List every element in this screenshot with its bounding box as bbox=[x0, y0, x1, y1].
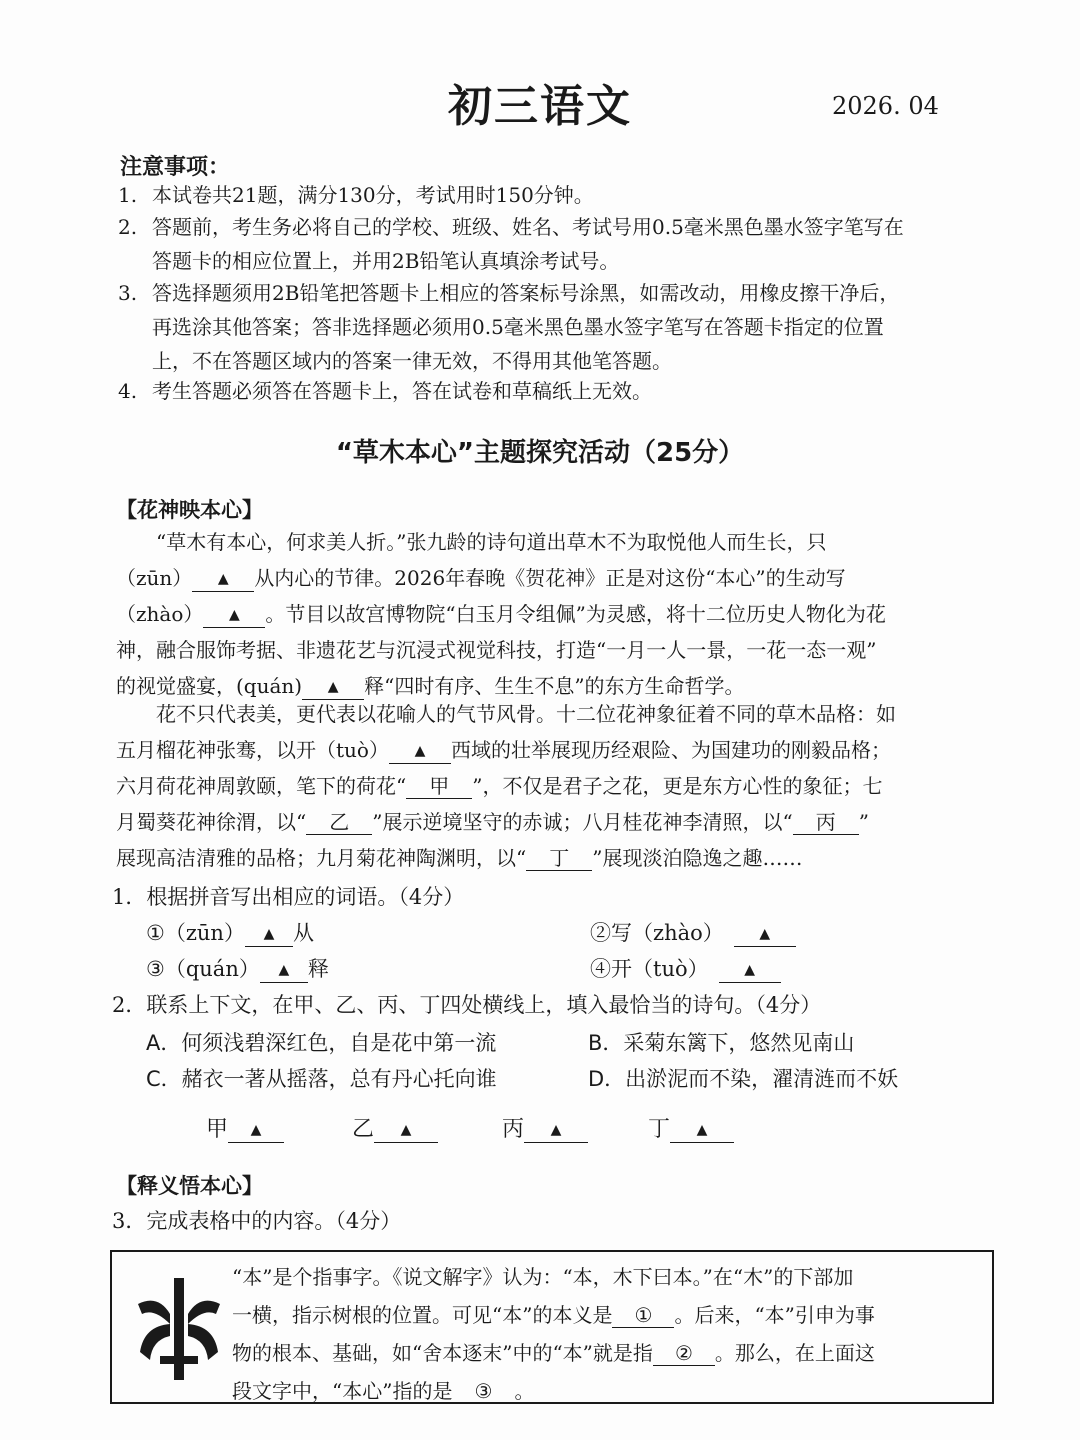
q1-answer-4 bbox=[590, 954, 781, 984]
passage-line bbox=[116, 732, 964, 768]
passage-line bbox=[116, 840, 964, 876]
q3-table-text bbox=[232, 1258, 988, 1410]
passage-line: 神，融合服饰考据、非遗花艺与沉浸式视觉科技，打造“一月一人一景，一花一态一观” bbox=[116, 638, 877, 662]
passage-text: 西域的壮举展现历经艰险、为国建功的刚毅品格； bbox=[450, 738, 891, 762]
q3-line bbox=[232, 1372, 988, 1410]
triangle-marker: ▲ bbox=[217, 571, 229, 587]
q3-text: 段文字中，“本心”指的是 bbox=[232, 1379, 453, 1403]
note-text: 答题卡的相应位置上，并用2B铅笔认真填涂考试号。 bbox=[152, 249, 620, 273]
q3-line bbox=[232, 1334, 988, 1372]
q1-answer-2 bbox=[590, 918, 796, 948]
note-text: 答选择题须用2B铅笔把答题卡上相应的答案标号涂黑，如需改动，用橡皮擦干净后， bbox=[152, 281, 900, 305]
question-1-stem: 1．根据拼音写出相应的词语。（4分） bbox=[112, 885, 465, 909]
q2-answer-yi bbox=[352, 1112, 438, 1143]
note-text: 答题前，考生务必将自己的学校、班级、姓名、考试号用0.5毫米黑色墨水签字笔写在 bbox=[152, 215, 904, 239]
passage-line bbox=[116, 768, 964, 804]
q1-tail: 释 bbox=[307, 957, 329, 981]
note-text: 考生答题必须答在答题卡上，答在试卷和草稿纸上无效。 bbox=[152, 379, 652, 403]
q2-option-a: A．何须浅碧深红色，自是花中第一流 bbox=[146, 1031, 497, 1055]
q1-label: ②写（zhào） bbox=[590, 921, 724, 945]
blank-tuo bbox=[389, 738, 451, 764]
passage-text: 从内心的节律。2026年春晚《贺花神》正是对这份“本心”的生动写 bbox=[254, 566, 846, 590]
pinyin-text: 的视觉盛宴，(quán) bbox=[116, 674, 303, 698]
passage-line bbox=[116, 560, 964, 596]
note-item bbox=[118, 210, 958, 278]
passage-line bbox=[116, 804, 964, 840]
pinyin-text: 五月榴花神张骞，以开（tuò） bbox=[116, 738, 389, 762]
triangle-marker: ▲ bbox=[414, 743, 426, 759]
oracle-ben-character-icon bbox=[130, 1274, 226, 1384]
note-number: 3. bbox=[118, 281, 138, 305]
q2-answer-jia bbox=[206, 1112, 284, 1143]
q2-answer-label: 甲 bbox=[206, 1117, 229, 1142]
triangle-marker: ▲ bbox=[744, 962, 755, 978]
q3-line: “本”是个指事字。《说文解字》认为：“本，木下曰本。”在“木”的下部加 bbox=[232, 1265, 854, 1289]
blank-zhao bbox=[203, 602, 265, 628]
passage-line bbox=[116, 596, 964, 632]
triangle-marker: ▲ bbox=[229, 607, 240, 623]
part1-heading: 【花神映本心】 bbox=[116, 498, 263, 522]
blank-ding: 丁 bbox=[526, 846, 592, 871]
passage-text: ”展示逆境坚守的赤诚；八月桂花神李清照，以“ bbox=[372, 810, 793, 834]
triangle-marker: ▲ bbox=[400, 1122, 412, 1138]
note-number: 1. bbox=[118, 183, 138, 207]
passage-text: 。节目以故宫博物院“白玉月令组佩”为灵感，将十二位历史人物化为花 bbox=[265, 602, 886, 626]
q2-option-c: C．赭衣一著从摇落，总有丹心托向谁 bbox=[146, 1067, 497, 1091]
notes-heading: 注意事项： bbox=[120, 155, 231, 180]
passage-line: 花不只代表美，更代表以花喻人的气节风骨。十二位花神象征着不同的草木品格：如 bbox=[156, 702, 896, 726]
question-3-stem: 3．完成表格中的内容。（4分） bbox=[112, 1209, 402, 1233]
triangle-marker: ▲ bbox=[278, 962, 290, 978]
q1-blank-4[interactable] bbox=[719, 957, 781, 983]
q2-blank-jia[interactable] bbox=[228, 1118, 284, 1143]
q2-blank-ding[interactable] bbox=[670, 1118, 734, 1143]
q1-answer-3 bbox=[146, 954, 329, 984]
passage-text: 月蜀葵花神徐渭，以“ bbox=[116, 810, 307, 834]
pinyin-text: （zhào） bbox=[116, 602, 204, 626]
q1-tail: 从 bbox=[292, 921, 314, 945]
blank-yi: 乙 bbox=[306, 810, 372, 835]
q2-answer-ding bbox=[648, 1112, 734, 1143]
q1-blank-1[interactable] bbox=[245, 921, 293, 947]
passage-text: ” bbox=[858, 810, 869, 834]
exam-title: 初三语文 bbox=[448, 81, 632, 132]
q2-blank-yi[interactable] bbox=[374, 1118, 438, 1143]
q2-answer-label: 丙 bbox=[502, 1117, 525, 1142]
passage-text: ”展现淡泊隐逸之趣…… bbox=[592, 846, 803, 870]
triangle-marker: ▲ bbox=[696, 1122, 708, 1138]
question-2-stem: 2．联系上下文，在甲、乙、丙、丁四处横线上，填入最恰当的诗句。（4分） bbox=[112, 993, 822, 1017]
q1-label: ③（quán） bbox=[146, 957, 260, 981]
passage-paragraph-2 bbox=[116, 696, 964, 876]
note-text: 本试卷共21题，满分130分，考试用时150分钟。 bbox=[152, 183, 594, 207]
exam-date: 2026. 04 bbox=[832, 92, 939, 120]
q2-option-b: B．采菊东篱下，悠然见南山 bbox=[588, 1031, 855, 1055]
note-number: 4. bbox=[118, 379, 138, 403]
passage-text: 释“四时有序、生生不息”的东方生命哲学。 bbox=[364, 674, 745, 698]
q3-line bbox=[232, 1296, 988, 1334]
blank-bing: 丙 bbox=[793, 810, 859, 835]
blank-jia: 甲 bbox=[406, 774, 472, 799]
pinyin-text: （zūn） bbox=[116, 566, 193, 590]
q2-option-d: D．出淤泥而不染，濯清涟而不妖 bbox=[588, 1067, 899, 1091]
q3-text: 一横，指示树根的位置。可见“本”的本义是 bbox=[232, 1303, 613, 1327]
section-title: “草木本心”主题探究活动（25分） bbox=[335, 438, 745, 468]
note-text: 上，不在答题区域内的答案一律无效，不得用其他笔答题。 bbox=[152, 349, 672, 373]
q3-text: 。那么，在上面这 bbox=[714, 1341, 875, 1365]
triangle-marker: ▲ bbox=[759, 926, 771, 942]
q1-answer-1 bbox=[146, 918, 314, 948]
passage-paragraph-1 bbox=[116, 524, 964, 704]
triangle-marker: ▲ bbox=[550, 1122, 562, 1138]
q3-text: 。 bbox=[514, 1379, 535, 1403]
q2-answer-bing bbox=[502, 1112, 588, 1143]
q2-answer-label: 丁 bbox=[648, 1117, 671, 1142]
note-text: 再选涂其他答案；答非选择题必须用0.5毫米黑色墨水签字笔写在答题卡指定的位置 bbox=[152, 315, 884, 339]
part2-heading: 【释义悟本心】 bbox=[116, 1174, 263, 1198]
passage-text: 展现高洁清雅的品格；九月菊花神陶渊明，以“ bbox=[116, 846, 527, 870]
q3-text: 物的根本、基础，如“舍本逐末”中的“本”就是指 bbox=[232, 1341, 653, 1365]
q3-text: 。后来，“本”引申为事 bbox=[674, 1303, 875, 1327]
q1-blank-2[interactable] bbox=[734, 921, 796, 947]
q1-label: ①（zūn） bbox=[146, 921, 245, 945]
triangle-marker: ▲ bbox=[327, 679, 339, 695]
q2-blank-bing[interactable] bbox=[524, 1118, 588, 1143]
passage-line: “草木有本心，何求美人折。”张九龄的诗句道出草木不为取悦他人而生长，只 bbox=[156, 530, 827, 554]
note-item bbox=[118, 178, 958, 212]
q3-table-box bbox=[110, 1250, 994, 1404]
note-number: 2. bbox=[118, 215, 138, 239]
note-item bbox=[118, 276, 958, 378]
note-item bbox=[118, 374, 958, 408]
q1-blank-3[interactable] bbox=[260, 957, 308, 983]
q1-label: ④开（tuò） bbox=[590, 957, 709, 981]
triangle-marker: ▲ bbox=[263, 926, 275, 942]
triangle-marker: ▲ bbox=[250, 1122, 262, 1138]
q2-answer-label: 乙 bbox=[352, 1117, 375, 1142]
passage-text: ”，不仅是君子之花，更是东方心性的象征；七 bbox=[472, 774, 883, 798]
q3-blank-3[interactable]: ③ bbox=[452, 1379, 514, 1404]
q3-blank-1[interactable]: ① bbox=[612, 1303, 674, 1328]
blank-zun bbox=[192, 566, 254, 592]
passage-text: 六月荷花神周敦颐，笔下的荷花“ bbox=[116, 774, 407, 798]
q3-blank-2[interactable]: ② bbox=[653, 1341, 715, 1366]
